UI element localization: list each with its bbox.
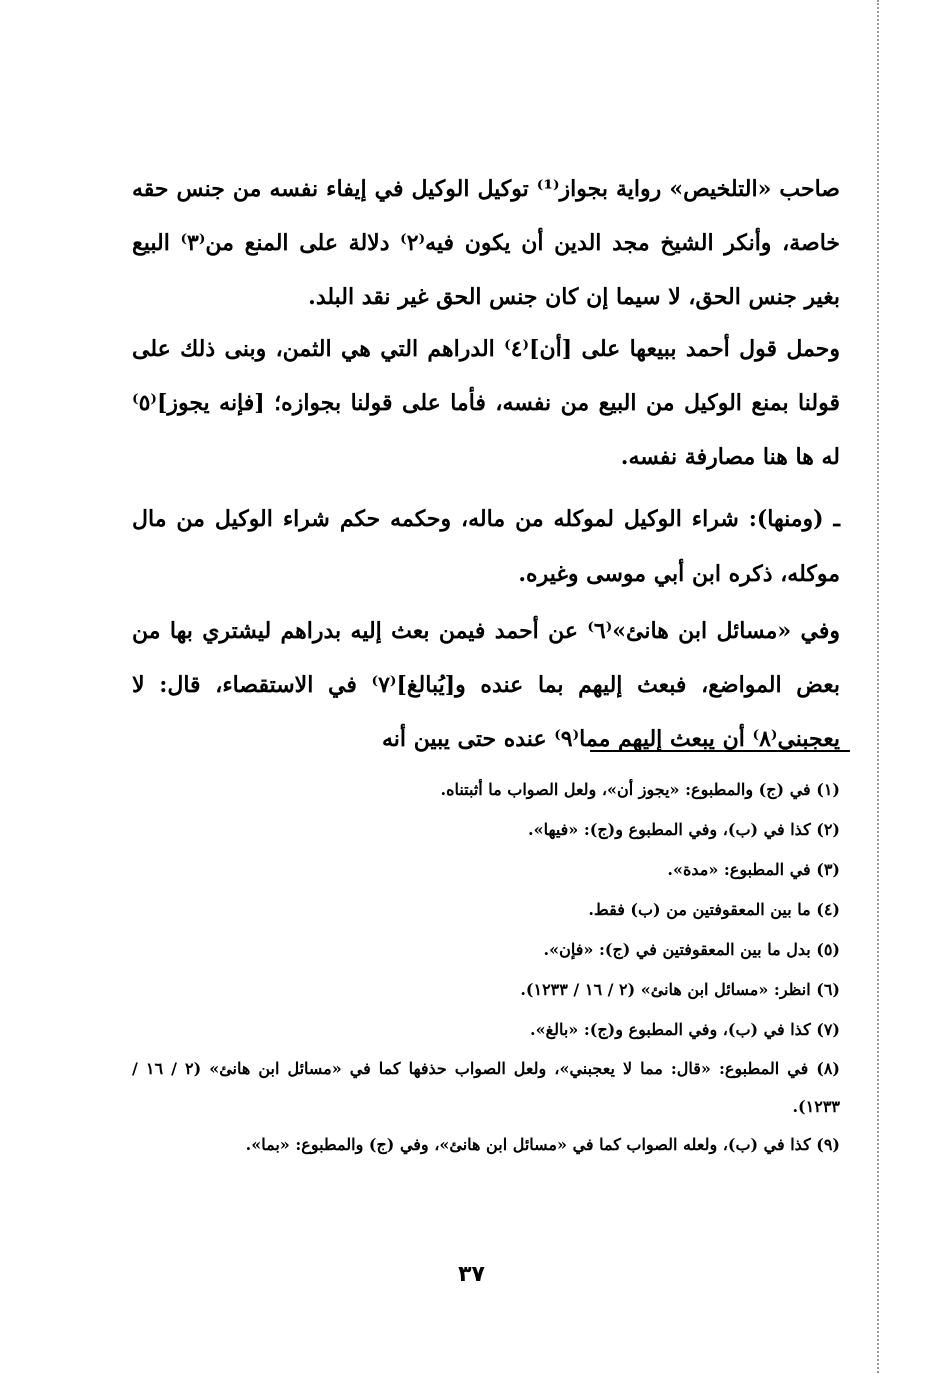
page-edge-dotted-line (877, 0, 879, 1373)
footnote-6: (٦) انظر: «مسائل ابن هانئ» (٢ / ١٦ / ١٢٣٣). (520, 980, 840, 999)
footnote-3: (٣) في المطبوع: «مدة». (667, 860, 840, 879)
footnote-2: (٢) كذا في (ب)، وفي المطبوع و(ج): «فيها». (528, 820, 840, 839)
footnote-8: (٨) في المطبوع: «قال: مما لا يعجبني»، ولعل الصواب حذفها كما في «مسائل ابن هانئ» (٢ / ١٦ / ١٢٣٣). (132, 1059, 840, 1116)
footnote-1: (١) في (ج) والمطبوع: «يجوز أن»، ولعل الصواب ما أثبتناه. (440, 780, 840, 799)
footnote-5: (٥) بدل ما بين المعقوفتين في (ج): «فإن». (543, 940, 840, 959)
footnote-7: (٧) كذا في (ب)، وفي المطبوع و(ج): «بالغ». (530, 1020, 840, 1039)
footnotes-list (132, 770, 840, 1164)
footnote-separator (590, 750, 850, 752)
footnote-9: (٩) كذا في (ب)، ولعله الصواب كما في «مسائل ابن هانئ»، وفي (ج) والمطبوع: «بما». (245, 1135, 840, 1154)
body-paragraph-2: وحمل قول أحمد ببيعها على [أن]⁽٤⁾ الدراهم التي هي الثمن، وبنى ذلك على قولنا بمنع الوكيل من البيع من نفسه، فأما على قولنا بجوازه؛ [فإنه يجوز]⁽٥⁾ له ها هنا مصارفة نفسه. (132, 336, 840, 470)
page-number: ٣٧ (458, 1262, 485, 1287)
body-paragraph-3: ـ (ومنها): شراء الوكيل لموكله من ماله، وحكمه حكم شراء الوكيل من مال موكله، ذكره ابن أبي موسى وغيره. (132, 506, 840, 587)
body-paragraph-4: وفي «مسائل ابن هانئ»⁽٦⁾ عن أحمد فيمن بعث إليه بدراهم ليشتري بها من بعض المواضع، فبعث إليهم بما عنده و[يُبالغ]⁽٧⁾ في الاستقصاء، قال: لا يعجبني⁽٨⁾ أن يبعث إليهم مما⁽٩⁾ عنده حتى يبين أنه (132, 618, 840, 752)
body-paragraph-1: صاحب «التلخيص» رواية بجواز⁽¹⁾ توكيل الوكيل في إيفاء نفسه من جنس حقه خاصة، وأنكر الشيخ مجد الدين أن يكون فيه⁽٢⁾ دلالة على المنع من⁽٣⁾ البيع بغير جنس الحق، لا سيما إن كان جنس الحق غير نقد البلد. (132, 176, 840, 310)
footnote-4: (٤) ما بين المعقوفتين من (ب) فقط. (588, 900, 840, 919)
